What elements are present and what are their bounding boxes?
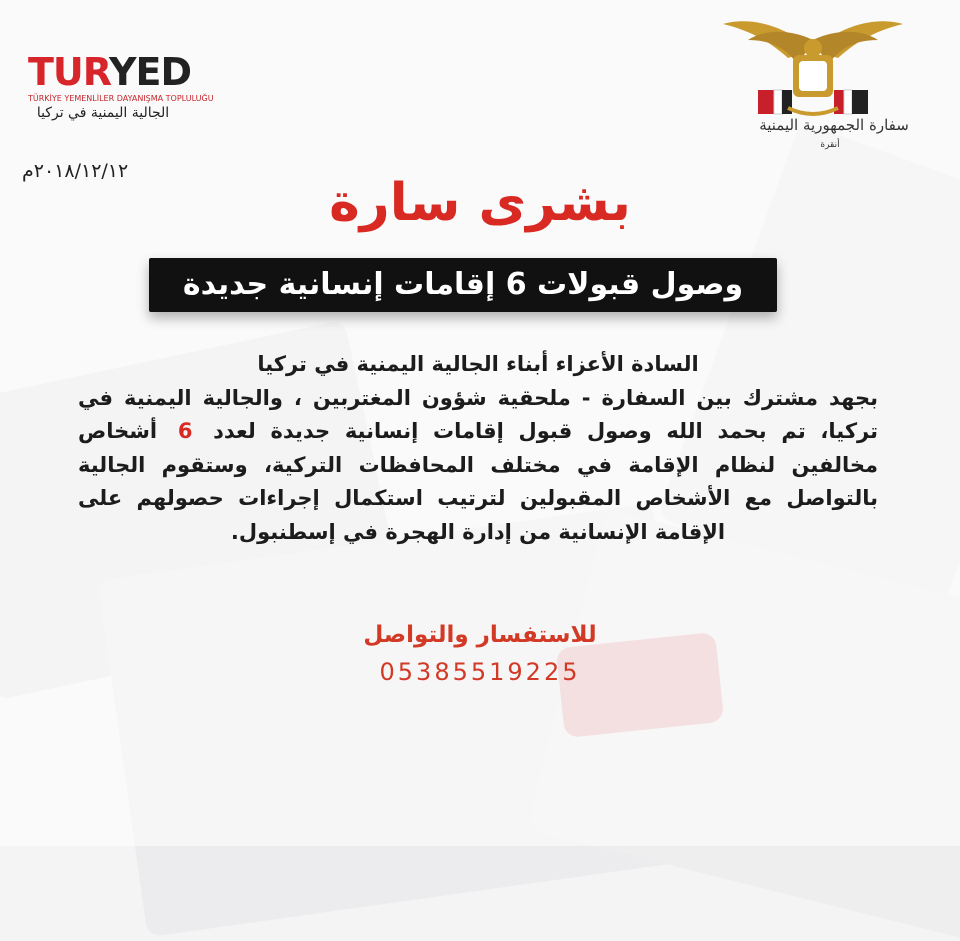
turyed-logo [28, 50, 214, 121]
announcement-body [78, 348, 878, 549]
body-part-1: بجهد مشترك بين السفارة - ملحقية شؤون المغتربين ، والجالية اليمنية في تركيا، تم بحمد الله وصول قبول إقامات إنسانية جديدة لعدد [78, 385, 878, 443]
contact-label: للاستفسار والتواصل [363, 622, 597, 648]
count-number: 6 [177, 419, 193, 443]
embassy-name: سفارة الجمهورية اليمنية [759, 116, 909, 134]
logo-wordmark: TURYED [28, 50, 191, 94]
banner-text: وصول قبولات 6 إقامات إنسانية جديدة [182, 267, 744, 302]
headline-banner [149, 258, 777, 312]
eagle-emblem-icon [718, 10, 908, 120]
phone-number[interactable]: 05385519225 [379, 658, 581, 686]
body-part-2: أشخاص مخالفين لنظام الإقامة في مختلف المحافظات التركية، وستقوم الجالية بالتواصل مع الأشخاص المقبولين لترتيب استكمال إجراءات حصولهم على الإقامة الإنسانية من إدارة الهجرة في إسطنبول. [78, 419, 878, 544]
headline: بشرى سارة [329, 173, 631, 233]
post-date: ٢٠١٨/١٢/١٢م [22, 160, 129, 182]
embassy-emblem [718, 10, 908, 160]
greeting: السادة الأعزاء أبناء الجالية اليمنية في تركيا [257, 352, 699, 376]
embassy-city: أنقرة [820, 140, 840, 150]
logo-arabic-subtitle: الجالية اليمنية في تركيا [36, 105, 170, 121]
logo-turkish-subtitle: TÜRKİYE YEMENLİLER DAYANIŞMA TOPLULUĞU [28, 94, 214, 103]
